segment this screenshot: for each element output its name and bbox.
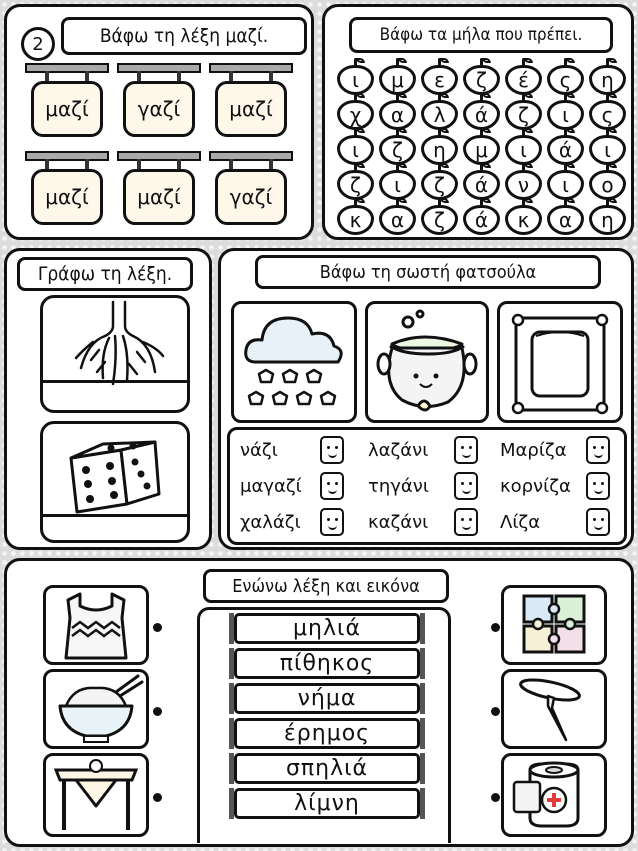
- apple-letter-text: ζ: [463, 65, 500, 95]
- word-cap-right: [420, 613, 425, 644]
- smiley-face-icon[interactable]: [320, 508, 344, 536]
- tank-top-image: [43, 585, 149, 665]
- section-bean-title: Βάφω τη σωστή φατσούλα: [255, 255, 601, 289]
- apple-letter-text: ζ: [505, 100, 542, 130]
- apple-letter-text: έ: [505, 65, 542, 95]
- word-sign[interactable]: [117, 63, 201, 143]
- hail-image: [231, 301, 357, 423]
- rice-bowl-icon: [46, 672, 146, 746]
- apple-letter-text: α: [547, 205, 584, 235]
- sign-word: μαζί: [31, 81, 103, 137]
- match-word[interactable]: νήμα: [234, 683, 420, 714]
- match-word[interactable]: λίμνη: [234, 788, 420, 819]
- word-list-box: [227, 427, 627, 545]
- apple-letter[interactable]: [547, 170, 584, 200]
- apple-letter-text: ς: [589, 100, 626, 130]
- apple-letter[interactable]: [505, 205, 542, 235]
- apple-letter[interactable]: [379, 135, 416, 165]
- sign-word: γαζί: [215, 169, 287, 225]
- apple-letter-text: λ: [421, 100, 458, 130]
- apple-letter[interactable]: [589, 135, 626, 165]
- bean-word: χαλάζι: [240, 512, 301, 533]
- section-apples-title: Βάφω τα μήλα που πρέπει.: [349, 17, 613, 53]
- word-sign[interactable]: [209, 63, 293, 143]
- section-paint-word-title: Βάφω τη λέξη μαζί.: [61, 17, 307, 55]
- frame-icon: [500, 304, 620, 420]
- apple-letter[interactable]: [589, 65, 626, 95]
- word-sign[interactable]: [25, 63, 109, 143]
- sign-word: μαζί: [215, 81, 287, 137]
- section-connect: [4, 558, 634, 847]
- word-cap-left: [229, 788, 234, 819]
- cauldron-image: [365, 301, 489, 423]
- smiley-face-icon[interactable]: [320, 436, 344, 464]
- word-cap-left: [229, 753, 234, 784]
- apple-letter[interactable]: [547, 65, 584, 95]
- apple-letter[interactable]: [421, 100, 458, 130]
- apple-letter-text: ι: [337, 65, 374, 95]
- apple-letter[interactable]: [421, 135, 458, 165]
- apple-letter-text: ζ: [421, 170, 458, 200]
- apple-letter-text: ζ: [379, 135, 416, 165]
- sign-word: γαζί: [123, 81, 195, 137]
- section-write-word: [4, 248, 212, 550]
- puzzle-image: [501, 585, 607, 665]
- word-cap-right: [420, 753, 425, 784]
- apple-letter-text: ε: [421, 65, 458, 95]
- sign-word: μαζί: [31, 169, 103, 225]
- apple-letter-text: ι: [337, 135, 374, 165]
- section-connect-title: Ενώνω λέξη και εικόνα: [203, 569, 449, 603]
- bean-word: νάζι: [240, 440, 278, 461]
- connect-dot[interactable]: [491, 793, 500, 802]
- apple-letter-text: α: [379, 100, 416, 130]
- tablecloth-image: [43, 753, 149, 837]
- apple-letter-text: ς: [547, 65, 584, 95]
- apple-letter[interactable]: [505, 65, 542, 95]
- smiley-face-icon[interactable]: [586, 436, 610, 464]
- apple-letter-text: μ: [463, 135, 500, 165]
- apple-letter[interactable]: [505, 170, 542, 200]
- apple-letter[interactable]: [379, 100, 416, 130]
- apple-letter-text: ζ: [421, 205, 458, 235]
- pin-image: [501, 669, 607, 749]
- apple-letter[interactable]: [463, 100, 500, 130]
- apple-letter[interactable]: [589, 100, 626, 130]
- apple-letter-text: ά: [463, 205, 500, 235]
- apple-letter[interactable]: [379, 170, 416, 200]
- section-write-title: Γράφω τη λέξη.: [17, 257, 193, 291]
- match-word[interactable]: πίθηκος: [234, 648, 420, 679]
- smiley-face-icon[interactable]: [454, 472, 478, 500]
- apple-letter-text: η: [589, 205, 626, 235]
- cauldron-icon: [368, 304, 486, 420]
- roots-card[interactable]: [40, 295, 190, 413]
- apple-letter[interactable]: [337, 205, 374, 235]
- apple-letter-text: ζ: [337, 170, 374, 200]
- smiley-face-icon[interactable]: [586, 508, 610, 536]
- roots-icon: [43, 298, 190, 388]
- connect-dot[interactable]: [153, 707, 162, 716]
- bean-word: Λίζα: [500, 512, 541, 533]
- apple-letter[interactable]: [505, 135, 542, 165]
- word-cap-left: [229, 683, 234, 714]
- section-bean: [218, 248, 634, 550]
- smiley-face-icon[interactable]: [454, 508, 478, 536]
- apple-letter-text: ι: [547, 170, 584, 200]
- bean-word: λαζάνι: [368, 440, 429, 461]
- bean-word: Μαρίζα: [500, 440, 567, 461]
- sign-word: μαζί: [123, 169, 195, 225]
- apple-letter-text: ι: [505, 135, 542, 165]
- apple-letter-text: κ: [337, 205, 374, 235]
- puzzle-icon: [504, 588, 604, 662]
- connect-dot[interactable]: [153, 793, 162, 802]
- word-sign[interactable]: [25, 151, 109, 231]
- apple-letter[interactable]: [547, 100, 584, 130]
- apple-letter[interactable]: [421, 170, 458, 200]
- apple-letter-text: μ: [379, 65, 416, 95]
- apple-letter-text: η: [421, 135, 458, 165]
- apple-letter-text: η: [589, 65, 626, 95]
- pin-icon: [504, 672, 604, 746]
- word-cap-left: [229, 718, 234, 749]
- exercise-number: 2: [21, 27, 55, 61]
- apple-letter[interactable]: [547, 135, 584, 165]
- apple-letter[interactable]: [379, 205, 416, 235]
- apple-letter-text: χ: [337, 100, 374, 130]
- bandage-roll-icon: [504, 756, 604, 834]
- word-cap-right: [420, 648, 425, 679]
- apple-letter-text: ι: [379, 170, 416, 200]
- apple-letter[interactable]: [421, 65, 458, 95]
- rice-bowl-image: [43, 669, 149, 749]
- apple-letter[interactable]: [589, 170, 626, 200]
- apple-letter-text: α: [379, 205, 416, 235]
- tank-top-icon: [46, 588, 146, 662]
- apple-letter[interactable]: [337, 135, 374, 165]
- connect-dot[interactable]: [491, 623, 500, 632]
- smiley-face-icon[interactable]: [320, 472, 344, 500]
- bandage-image: [501, 753, 607, 837]
- word-cap-right: [420, 788, 425, 819]
- bean-word: κορνίζα: [500, 476, 571, 497]
- apple-letter[interactable]: [505, 100, 542, 130]
- bean-word: μαγαζί: [240, 476, 302, 497]
- apple-letter[interactable]: [337, 65, 374, 95]
- apple-letter[interactable]: [337, 100, 374, 130]
- section-apples: [322, 4, 634, 240]
- writing-line: [43, 380, 187, 383]
- writing-line: [43, 514, 187, 517]
- match-word[interactable]: έρημος: [234, 718, 420, 749]
- word-sign[interactable]: [117, 151, 201, 231]
- apple-letter[interactable]: [463, 205, 500, 235]
- apple-letter-text: κ: [505, 205, 542, 235]
- section-paint-word: [4, 4, 314, 240]
- apple-letter-text: ά: [463, 170, 500, 200]
- apple-letter-text: ι: [547, 100, 584, 130]
- apple-letter-text: ν: [505, 170, 542, 200]
- word-sign[interactable]: [209, 151, 293, 231]
- apple-letter-text: ι: [589, 135, 626, 165]
- word-cap-right: [420, 683, 425, 714]
- apple-letter[interactable]: [463, 65, 500, 95]
- smiley-face-icon[interactable]: [586, 472, 610, 500]
- dice-icon: [43, 424, 190, 520]
- smiley-face-icon[interactable]: [454, 436, 478, 464]
- tablecloth-icon: [46, 756, 146, 834]
- connect-dot[interactable]: [153, 623, 162, 632]
- word-cap-left: [229, 613, 234, 644]
- match-word[interactable]: μηλιά: [234, 613, 420, 644]
- word-cap-left: [229, 648, 234, 679]
- apple-letter-text: ά: [547, 135, 584, 165]
- apple-letter[interactable]: [463, 170, 500, 200]
- match-word[interactable]: σπηλιά: [234, 753, 420, 784]
- frame-image: [497, 301, 623, 423]
- apple-letter[interactable]: [421, 205, 458, 235]
- dice-card[interactable]: [40, 421, 190, 543]
- apple-letter[interactable]: [379, 65, 416, 95]
- hail-cloud-icon: [234, 304, 354, 420]
- word-cap-right: [420, 718, 425, 749]
- apple-letter-text: ο: [589, 170, 626, 200]
- bean-word: καζάνι: [368, 512, 429, 533]
- apple-letter[interactable]: [589, 205, 626, 235]
- connect-dot[interactable]: [491, 707, 500, 716]
- apple-letter-text: ά: [463, 100, 500, 130]
- apple-letter[interactable]: [337, 170, 374, 200]
- bean-word: τηγάνι: [368, 476, 429, 497]
- apple-letter[interactable]: [547, 205, 584, 235]
- apple-letter[interactable]: [463, 135, 500, 165]
